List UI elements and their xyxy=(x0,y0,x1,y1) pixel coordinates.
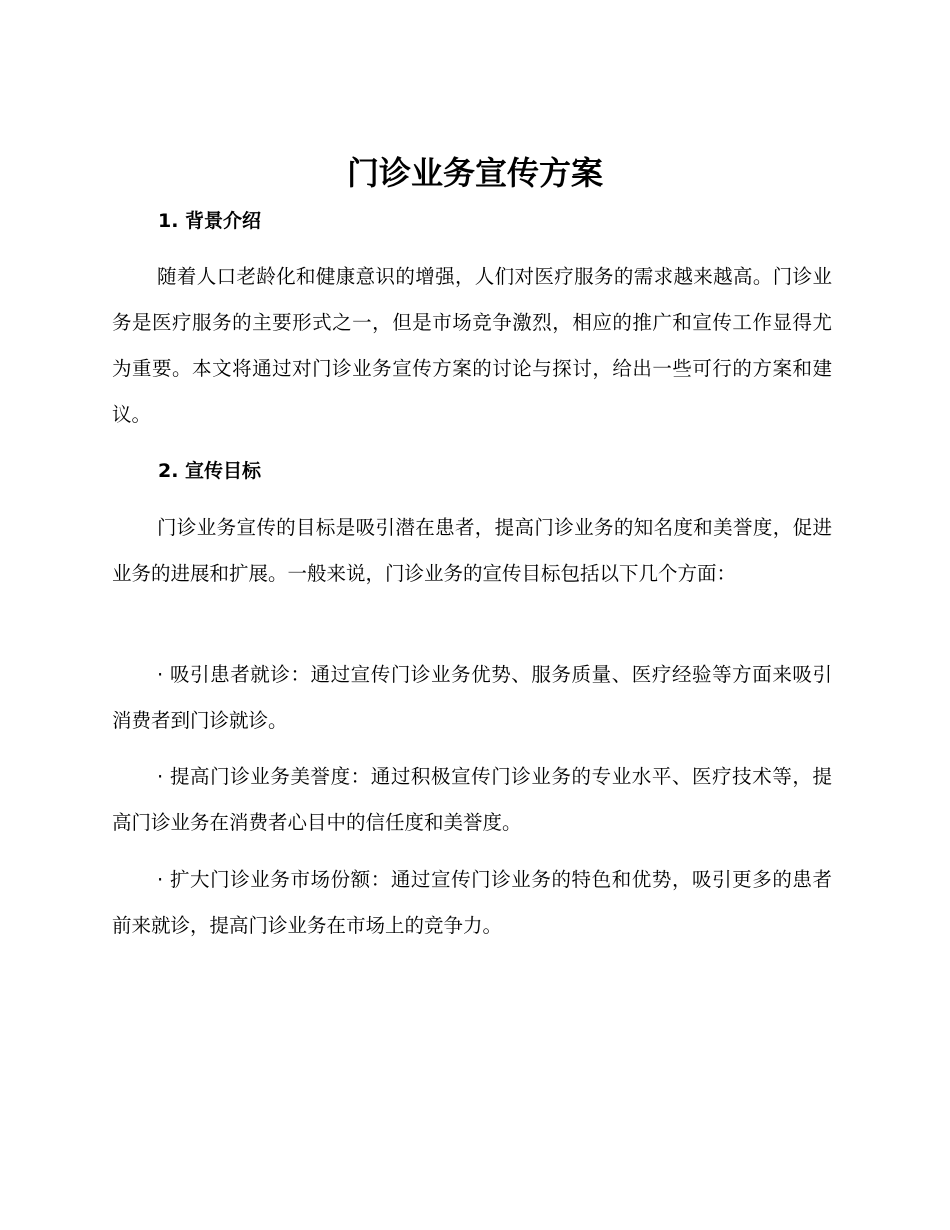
bullet-item-market-share: · 扩大门诊业务市场份额：通过宣传门诊业务的特色和优势，吸引更多的患者前来就诊，提高门诊业务在市场上的竞争力。 xyxy=(112,868,832,937)
paragraph-goals-intro: 门诊业务宣传的目标是吸引潜在患者，提高门诊业务的知名度和美誉度，促进业务的进展和扩展。一般来说，门诊业务的宣传目标包括以下几个方面： xyxy=(112,516,832,585)
bullet-item-reputation: · 提高门诊业务美誉度：通过积极宣传门诊业务的专业水平、医疗技术等，提高门诊业务在消费者心目中的信任度和美誉度。 xyxy=(112,765,832,834)
paragraph-background: 随着人口老龄化和健康意识的增强，人们对医疗服务的需求越来越高。门诊业务是医疗服务的主要形式之一，但是市场竞争激烈，相应的推广和宣传工作显得尤为重要。本文将通过对门诊业务宣传方案的讨论与探讨，给出一些可行的方案和建议。 xyxy=(112,265,832,426)
document-title: 门诊业务宣传方案 xyxy=(346,154,603,192)
section-heading-goals: 2. 宣传目标 xyxy=(158,460,262,482)
bullet-item-attract-patients: · 吸引患者就诊：通过宣传门诊业务优势、服务质量、医疗经验等方面来吸引消费者到门诊就诊。 xyxy=(112,663,832,732)
section-heading-background: 1. 背景介绍 xyxy=(158,210,262,232)
